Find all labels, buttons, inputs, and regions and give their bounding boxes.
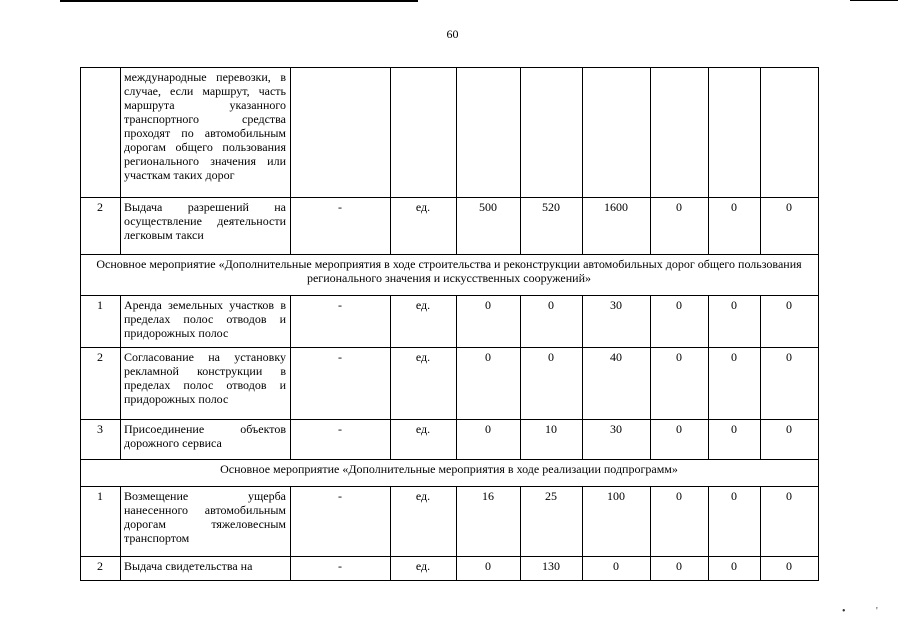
row-dash: - — [291, 198, 391, 255]
row-unit — [391, 68, 457, 198]
indicators-table — [80, 67, 819, 581]
row-name: международные перевозки, в случае, если маршрут, часть маршрута указанного транспортного средства проходят по автомобильным дорогам общего пользования регионального значения или участкам таких дорог — [121, 68, 291, 198]
row-value-3 — [583, 68, 651, 198]
row-value-5: 0 — [709, 348, 761, 420]
row-value-6: 0 — [761, 296, 819, 348]
row-unit: ед. — [391, 557, 457, 581]
row-value-6: 0 — [761, 198, 819, 255]
row-dash: - — [291, 487, 391, 557]
row-name: Выдача разрешений на осуществление деятельности легковым такси — [121, 198, 291, 255]
row-value-4: 0 — [651, 557, 709, 581]
row-value-5: 0 — [709, 420, 761, 460]
section-header: Основное мероприятие «Дополнительные мероприятия в ходе строительства и реконструкции автомобильных дорог общего пользования регионального значения и искусственных сооружений» — [81, 255, 819, 296]
row-value-2: 0 — [521, 296, 583, 348]
row-number — [81, 68, 121, 198]
row-value-1: 0 — [457, 420, 521, 460]
row-dash — [291, 68, 391, 198]
row-value-3: 40 — [583, 348, 651, 420]
row-unit: ед. — [391, 348, 457, 420]
row-name: Аренда земельных участков в пределах полос отводов и придорожных полос — [121, 296, 291, 348]
row-value-3: 1600 — [583, 198, 651, 255]
row-number: 2 — [81, 348, 121, 420]
row-unit: ед. — [391, 487, 457, 557]
row-value-6: 0 — [761, 420, 819, 460]
row-unit: ед. — [391, 296, 457, 348]
scan-top-line-right — [850, 0, 898, 1]
table-row — [81, 348, 819, 420]
row-value-5: 0 — [709, 487, 761, 557]
scan-top-line — [60, 0, 418, 2]
row-number: 3 — [81, 420, 121, 460]
row-number: 1 — [81, 487, 121, 557]
row-value-1: 0 — [457, 348, 521, 420]
row-unit: ед. — [391, 420, 457, 460]
table-row — [81, 487, 819, 557]
row-value-4: 0 — [651, 348, 709, 420]
row-value-6: 0 — [761, 557, 819, 581]
table-row — [81, 198, 819, 255]
scan-speck: ' — [876, 606, 878, 617]
row-dash: - — [291, 348, 391, 420]
row-number: 1 — [81, 296, 121, 348]
row-value-6 — [761, 68, 819, 198]
row-value-2: 520 — [521, 198, 583, 255]
section-header-row — [81, 255, 819, 296]
section-header-row — [81, 460, 819, 487]
row-value-3: 100 — [583, 487, 651, 557]
row-number: 2 — [81, 198, 121, 255]
row-value-1: 500 — [457, 198, 521, 255]
row-value-6: 0 — [761, 348, 819, 420]
table-row — [81, 296, 819, 348]
row-value-1: 16 — [457, 487, 521, 557]
row-value-3: 30 — [583, 296, 651, 348]
row-value-5 — [709, 68, 761, 198]
row-name: Возмещение ущерба нанесенного автомобильным дорогам тяжеловесным транспортом — [121, 487, 291, 557]
row-value-4: 0 — [651, 198, 709, 255]
row-value-2: 10 — [521, 420, 583, 460]
table-row — [81, 68, 819, 198]
row-value-1 — [457, 68, 521, 198]
row-name: Выдача свидетельства на — [121, 557, 291, 581]
table-row — [81, 420, 819, 460]
row-number: 2 — [81, 557, 121, 581]
row-value-3: 0 — [583, 557, 651, 581]
row-value-4: 0 — [651, 487, 709, 557]
row-dash: - — [291, 557, 391, 581]
row-value-5: 0 — [709, 557, 761, 581]
row-value-2: 25 — [521, 487, 583, 557]
table-row — [81, 557, 819, 581]
row-value-2: 0 — [521, 348, 583, 420]
row-value-2: 130 — [521, 557, 583, 581]
row-value-4: 0 — [651, 296, 709, 348]
row-value-1: 0 — [457, 557, 521, 581]
row-value-2 — [521, 68, 583, 198]
row-value-1: 0 — [457, 296, 521, 348]
scan-speck: • — [842, 606, 846, 617]
row-value-4 — [651, 68, 709, 198]
section-header: Основное мероприятие «Дополнительные мероприятия в ходе реализации подпрограмм» — [81, 460, 819, 487]
row-dash: - — [291, 420, 391, 460]
page-number: 60 — [446, 27, 459, 41]
row-value-5: 0 — [709, 296, 761, 348]
row-value-3: 30 — [583, 420, 651, 460]
row-unit: ед. — [391, 198, 457, 255]
row-name: Присоединение объектов дорожного сервиса — [121, 420, 291, 460]
row-name: Согласование на установку рекламной конструкции в пределах полос отводов и придорожных полос — [121, 348, 291, 420]
row-value-4: 0 — [651, 420, 709, 460]
row-dash: - — [291, 296, 391, 348]
row-value-5: 0 — [709, 198, 761, 255]
row-value-6: 0 — [761, 487, 819, 557]
